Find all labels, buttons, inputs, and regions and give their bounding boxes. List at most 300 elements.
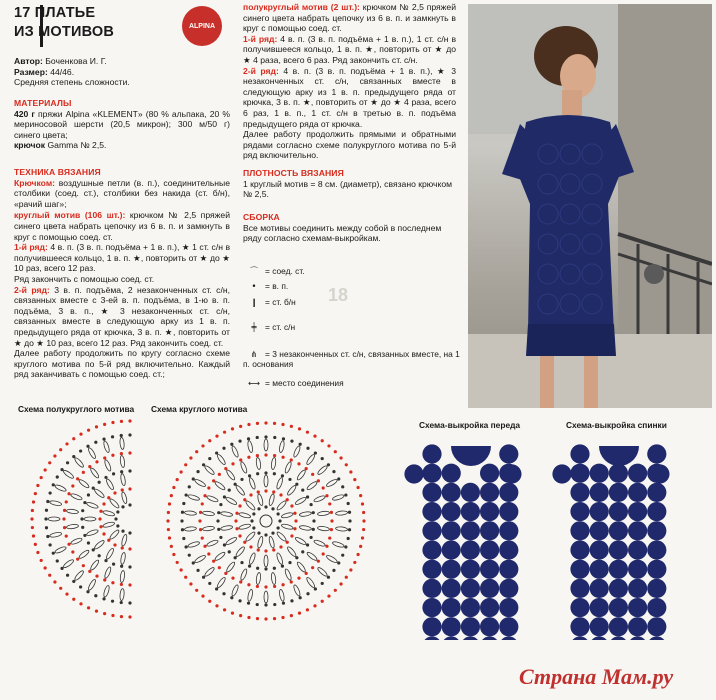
- ring4-stitch: [218, 566, 221, 569]
- ring2-stitch: [293, 527, 296, 530]
- pattern-motif: [442, 636, 461, 640]
- pattern-motif: [442, 540, 461, 559]
- ring6-stitch: [172, 553, 175, 556]
- ring6-stitch: [362, 511, 365, 514]
- ring4-stitch: [239, 580, 242, 583]
- pattern-motif: [609, 598, 628, 617]
- ring5-stitch: [337, 477, 340, 480]
- half-stitch: [31, 509, 34, 512]
- ring6-stitch: [353, 561, 356, 564]
- ring6-stitch: [327, 594, 330, 597]
- cluster-stitch: [202, 526, 214, 532]
- half-stitch: [72, 580, 75, 583]
- ring3-stitch: [301, 550, 304, 553]
- half-stitch: [113, 491, 116, 494]
- ring3-stitch: [281, 474, 284, 477]
- pattern-motif: [609, 636, 628, 640]
- half-cluster-stitch: [93, 539, 105, 550]
- pattern-motif: [628, 598, 647, 617]
- half-stitch: [56, 475, 59, 478]
- half-stitch: [34, 492, 37, 495]
- ring4-stitch: [203, 545, 206, 548]
- ring1-stitch: [277, 512, 280, 515]
- pattern-motif: [461, 521, 480, 540]
- ring3-stitch: [234, 556, 237, 559]
- pattern-motif: [570, 617, 589, 636]
- half-stitch: [81, 509, 84, 512]
- ring2-stitch: [293, 512, 296, 515]
- cluster-stitch: [335, 510, 347, 515]
- sleeve-motif: [552, 464, 571, 483]
- pattern-motif: [590, 636, 609, 640]
- half-stitch: [128, 531, 131, 534]
- half-cluster-stitch: [121, 534, 128, 547]
- half-stitch: [121, 488, 124, 491]
- ring4-stitch: [247, 456, 250, 459]
- ring6-stitch: [201, 444, 204, 447]
- half-cluster-stitch: [66, 524, 78, 530]
- half-cluster-stitch: [104, 566, 112, 579]
- cluster-stitch: [240, 461, 248, 474]
- half-stitch: [111, 421, 114, 424]
- half-cluster-stitch: [86, 501, 99, 509]
- ring6-stitch: [361, 536, 364, 539]
- pattern-motif: [590, 617, 609, 636]
- ring6-stitch: [362, 528, 365, 531]
- pattern-motif: [422, 636, 441, 640]
- ring6-stitch: [349, 568, 352, 571]
- ring5-stitch: [327, 463, 330, 466]
- pattern-motif: [647, 560, 666, 579]
- half-stitch: [79, 602, 82, 605]
- half-stitch: [71, 550, 74, 553]
- ring5-stitch: [256, 436, 259, 439]
- ring5-stitch: [238, 599, 241, 602]
- ring6-stitch: [321, 600, 324, 603]
- ring1-stitch: [252, 512, 255, 515]
- half-stitch: [60, 567, 63, 570]
- cluster-stitch: [276, 552, 284, 565]
- ring5-stitch: [181, 528, 184, 531]
- pattern-motif: [628, 560, 647, 579]
- half-stitch: [65, 592, 68, 595]
- cluster-stitch: [187, 494, 200, 502]
- ring5-stitch: [306, 447, 309, 450]
- cluster-stitch: [317, 566, 329, 577]
- ring4-stitch: [305, 467, 308, 470]
- ring5-stitch: [348, 519, 351, 522]
- cluster-stitch: [279, 589, 285, 602]
- pattern-motif: [628, 617, 647, 636]
- ring3-stitch: [312, 528, 315, 531]
- cluster-stitch: [231, 445, 240, 458]
- pattern-motif: [442, 617, 461, 636]
- legend-chain: • = в. п.: [243, 281, 288, 291]
- cluster-stitch: [294, 536, 306, 545]
- cluster-stitch: [299, 511, 312, 517]
- front-pattern-title: Схема-выкройка переда: [419, 420, 521, 430]
- ring2-stitch: [249, 493, 252, 496]
- half-stitch: [66, 461, 69, 464]
- pattern-motif: [480, 598, 499, 617]
- ring4-stitch: [224, 467, 227, 470]
- cluster-stitch: [245, 531, 256, 542]
- half-stitch: [92, 548, 95, 551]
- half-stitch: [128, 601, 131, 604]
- cluster-stitch: [276, 531, 287, 542]
- ring6-stitch: [223, 431, 226, 434]
- cluster-stitch: [240, 568, 248, 581]
- ring5-stitch: [314, 451, 317, 454]
- pattern-motif: [647, 540, 666, 559]
- half-stitch: [128, 433, 131, 436]
- ring6-stitch: [313, 435, 316, 438]
- ring6-stitch: [184, 576, 187, 579]
- ring5-stitch: [273, 603, 276, 606]
- ring6-stitch: [195, 450, 198, 453]
- half-cluster-stitch: [84, 517, 96, 521]
- pattern-motif: [609, 502, 628, 521]
- cluster-stitch: [281, 512, 294, 519]
- half-stitch: [44, 468, 47, 471]
- half-cluster-stitch: [86, 529, 99, 537]
- half-stitch: [76, 558, 79, 561]
- half-stitch: [52, 483, 55, 486]
- ring6-stitch: [247, 423, 250, 426]
- pattern-motif: [442, 521, 461, 540]
- ring4-stitch: [198, 519, 201, 522]
- ring4-stitch: [231, 462, 234, 465]
- half-stitch: [128, 487, 131, 490]
- pattern-motif: [647, 444, 666, 463]
- double-crochet-icon: ╪: [251, 322, 257, 332]
- half-stitch: [94, 594, 97, 597]
- half-cluster-stitch: [49, 532, 62, 538]
- cluster-stitch: [225, 469, 235, 481]
- half-stitch: [36, 551, 39, 554]
- legend-cluster: ⋔ = 3 незаконченных ст. с/н, связанных вместе, на 1 п. основания: [243, 349, 460, 369]
- half-stitch: [79, 433, 82, 436]
- half-stitch: [87, 541, 90, 544]
- pattern-motif: [422, 483, 441, 502]
- half-cluster-stitch: [54, 546, 67, 555]
- ring5-stitch: [196, 569, 199, 572]
- ring6-stitch: [208, 600, 211, 603]
- half-cluster-stitch: [105, 547, 114, 559]
- half-cluster-stitch: [93, 488, 105, 499]
- ring6-stitch: [168, 536, 171, 539]
- pattern-motif: [647, 598, 666, 617]
- join-arrow-icon: ⟷: [247, 378, 260, 388]
- ring4-stitch: [201, 502, 204, 505]
- ring2-stitch: [286, 541, 289, 544]
- pattern-motif: [570, 444, 589, 463]
- half-stitch: [120, 420, 123, 423]
- ring5-stitch: [188, 554, 191, 557]
- half-stitch: [116, 510, 119, 513]
- materials-block: МАТЕРИАЛЫ 420 г пряжи Alpina «KLEMENT» (80 % альпака, 20 % мериносовой шерсти (20,5 микрон); 300 м/50 г) синего цвета; крючок Gamma № 2,5.: [14, 98, 230, 151]
- cluster-stitch: [281, 523, 294, 530]
- ring4-stitch: [322, 486, 325, 489]
- pattern-motif: [628, 521, 647, 540]
- half-stitch: [67, 492, 70, 495]
- cluster-stitch: [326, 478, 338, 487]
- cluster-stitch: [257, 493, 264, 506]
- half-stitch: [40, 559, 43, 562]
- ring6-stitch: [215, 604, 218, 607]
- ring6-stitch: [356, 486, 359, 489]
- ring5-stitch: [208, 457, 211, 460]
- sleeve-motif: [404, 464, 423, 483]
- pattern-motif: [628, 483, 647, 502]
- ring6-stitch: [180, 470, 183, 473]
- half-stitch: [121, 530, 124, 533]
- ring5-stitch: [230, 443, 233, 446]
- ring3-stitch: [295, 556, 298, 559]
- pattern-motif: [461, 483, 480, 502]
- cluster-stitch: [317, 465, 329, 476]
- ring5-stitch: [314, 587, 317, 590]
- cluster-stitch: [238, 512, 251, 519]
- ring3-stitch: [288, 561, 291, 564]
- cluster-stitch: [248, 552, 256, 565]
- half-stitch: [102, 438, 105, 441]
- pattern-motif: [422, 598, 441, 617]
- ring5-stitch: [282, 602, 285, 605]
- pattern-motif: [480, 521, 499, 540]
- half-stitch: [99, 510, 102, 513]
- ring6-stitch: [167, 511, 170, 514]
- half-stitch: [95, 425, 98, 428]
- ring5-stitch: [202, 463, 205, 466]
- ring6-stitch: [298, 427, 301, 430]
- ring6-stitch: [361, 502, 364, 505]
- ring3-stitch: [306, 495, 309, 498]
- ring5-stitch: [299, 443, 302, 446]
- pattern-motif: [499, 636, 518, 640]
- technique-block: ТЕХНИКА ВЯЗАНИЯ Крючком: воздушные петли (в. п.), соединительные столбики (соед. ст.), столбики без накида (ст. б/н), «рачий шаг»; круглый мотив (106 шт.): крючком № 2,5 пряжей синего цвета набрать цепочку из 6 в. п. и замкнуть в круг с помощью соед. ст. 1-й ряд: 4 в. п. (3 в. п. подъёма + 1 в. п.), ★ 1 ст. с/н в получившееся кольцо, 1 в. п. ★, повторить от ★ до ★ 10 раз, всего 12 раз. Ряд закончить с помощью соед. ст. 2-й ряд: 3 в. п. подъёма, 2 незаконченных ст. с/н, связанных вместе с 3-ей в. п. подъёма, в 1-ю в. п. подъёма, 3 в. п., ★ 3 незаконченных ст. с/н, связанных вместе в следующую арку из 1 в. п. предыдущего ряда от крючка, 3 в. п. ★, повторить от ★ до ★ 10 раз, всего 12 раз. Ряд закончить соед. ст. Далее работу продолжить по кругу согласно схеме круглого мотива по 5-й ряд включительно. Каждый ряд заканчивать с помощью соед. ст.;: [14, 167, 231, 380]
- half-stitch: [92, 487, 95, 490]
- pattern-motif: [609, 617, 628, 636]
- pattern-motif: [570, 502, 589, 521]
- half-stitch: [83, 501, 86, 504]
- half-stitch: [63, 509, 66, 512]
- half-cluster-stitch: [104, 459, 112, 472]
- half-stitch: [103, 423, 106, 426]
- cluster-stitch: [279, 440, 285, 453]
- pattern-motif: [461, 579, 480, 598]
- pattern-motif: [442, 579, 461, 598]
- cluster-stitch: [231, 584, 240, 597]
- half-stitch: [40, 476, 43, 479]
- half-cluster-stitch: [105, 478, 114, 490]
- half-cluster-stitch: [49, 500, 62, 506]
- ring5-stitch: [299, 596, 302, 599]
- ring5-stitch: [202, 576, 205, 579]
- half-stitch: [102, 532, 105, 535]
- ring3-stitch: [240, 561, 243, 564]
- pattern-motif: [590, 579, 609, 598]
- front-pattern-diagram: [392, 428, 548, 640]
- half-stitch: [120, 470, 123, 473]
- half-stitch: [34, 543, 37, 546]
- half-stitch: [32, 534, 35, 537]
- ring5-stitch: [306, 592, 309, 595]
- half-stitch: [121, 505, 124, 508]
- ring2-stitch: [235, 527, 238, 530]
- site-watermark: Страна Мам.ру: [519, 664, 674, 689]
- pattern-motif: [442, 464, 461, 483]
- half-stitch: [128, 615, 131, 618]
- half-cluster-stitch: [62, 469, 74, 479]
- cluster-stitch: [225, 561, 235, 573]
- ring2-stitch: [235, 512, 238, 515]
- ring5-stitch: [327, 576, 330, 579]
- pattern-motif: [628, 636, 647, 640]
- half-stitch: [80, 517, 83, 520]
- page-number: 18: [328, 285, 349, 305]
- pattern-motif: [570, 636, 589, 640]
- ring2-stitch: [279, 493, 282, 496]
- half-stitch: [88, 465, 91, 468]
- half-stitch: [95, 460, 98, 463]
- pattern-motif: [499, 444, 518, 463]
- ring4-stitch: [305, 572, 308, 575]
- ring5-stitch: [347, 502, 350, 505]
- half-stitch: [120, 583, 123, 586]
- pattern-motif: [609, 560, 628, 579]
- half-stitch: [111, 614, 114, 617]
- half-cluster-stitch: [103, 585, 111, 598]
- half-stitch: [44, 566, 47, 569]
- cluster-stitch: [276, 477, 284, 490]
- ring5-stitch: [321, 457, 324, 460]
- cluster-stitch: [264, 475, 268, 487]
- half-stitch: [120, 565, 123, 568]
- pattern-motif: [609, 464, 628, 483]
- ring5-stitch: [321, 582, 324, 585]
- ring2-stitch: [290, 504, 293, 507]
- half-stitch: [65, 442, 68, 445]
- cluster-stitch: [248, 477, 256, 490]
- cluster-stitch: [235, 484, 246, 496]
- half-cluster-stitch: [74, 570, 85, 582]
- ring6-stitch: [170, 545, 173, 548]
- legend-sc: ❙ = ст. б/н: [243, 297, 296, 307]
- pattern-motif: [570, 540, 589, 559]
- back-pattern-title: Схема-выкройка спинки: [566, 420, 667, 430]
- ring6-stitch: [334, 450, 337, 453]
- cluster-stitch: [276, 500, 287, 511]
- ring6-stitch: [345, 463, 348, 466]
- pattern-motif: [442, 483, 461, 502]
- pattern-motif: [499, 617, 518, 636]
- ring2-stitch: [243, 498, 246, 501]
- ring3-stitch: [264, 471, 267, 474]
- ring4-stitch: [297, 462, 300, 465]
- ring5-stitch: [247, 437, 250, 440]
- ring6-stitch: [273, 617, 276, 620]
- assembly-block: СБОРКА Все мотивы соединить между собой в последнем ряду согласно схемам-выкройкам.: [243, 212, 442, 244]
- cluster-stitch: [317, 526, 329, 532]
- cluster-stitch: [257, 536, 264, 549]
- pattern-motif: [590, 502, 609, 521]
- cluster-stitch: [204, 566, 216, 577]
- pattern-motif: [422, 521, 441, 540]
- half-stitch: [102, 502, 105, 505]
- ring4-stitch: [273, 585, 276, 588]
- half-stitch: [87, 493, 90, 496]
- ring4-stitch: [264, 453, 267, 456]
- pattern-motif: [480, 636, 499, 640]
- half-stitch: [87, 606, 90, 609]
- pattern-motif: [570, 521, 589, 540]
- ring4-stitch: [199, 528, 202, 531]
- pattern-motif: [647, 636, 666, 640]
- half-stitch: [112, 563, 115, 566]
- ring6-stitch: [176, 478, 179, 481]
- neck-half-motif: [451, 446, 491, 466]
- ring3-stitch: [310, 536, 313, 539]
- pattern-motif: [609, 521, 628, 540]
- half-cluster-stitch: [89, 467, 99, 479]
- legend-slip: ⌒ = соед. ст.: [243, 266, 305, 276]
- half-motif-block: полукруглый мотив (2 шт.): крючком № 2,5 пряжей синего цвета набрать цепочку из 6 в. п. и замкнуть в круг с помощью соед. ст. 1-й ряд: 4 в. п. (3 в. п. подъёма + 1 в. п.), 1 ст. с/н в получившееся кольцо, 1 в. п. ★, повторить от ★ до ★ 4 раза, всего 6 раз. Ряд закончить ст. с/н. 2-й ряд: 4 в. п. (3 в. п. подъёма + 1 в. п.), ★ 3 незаконченных ст. с/н, связанных вместе в следующую арку из 1 в. п. предыдущего ряда от крючка, 3 в. п. ★, повторить от ★ до ★ 4 раза, всего 6 раз, 1 в. п., 1 ст. с/н в третью в. п. подъёма предыдущего ряда от крючка. Далее работу продолжить прямыми и обратными рядами согласно схеме полукруглого мотива по 5-й ряд включительно.: [243, 2, 457, 161]
- half-stitch: [46, 535, 49, 538]
- half-stitch: [111, 581, 114, 584]
- cluster-stitch: [184, 510, 196, 515]
- cluster-stitch: [214, 551, 226, 561]
- cluster-stitch: [204, 465, 216, 476]
- ring3-stitch: [256, 567, 259, 570]
- half-stitch: [114, 517, 117, 520]
- cluster-stitch: [293, 584, 302, 597]
- cluster-stitch: [256, 572, 262, 584]
- pattern-motif: [442, 560, 461, 579]
- cluster-stitch: [271, 572, 277, 584]
- half-stitch: [48, 461, 51, 464]
- ring2-stitch: [234, 519, 237, 522]
- model-photo: [468, 4, 712, 408]
- pattern-motif: [480, 502, 499, 521]
- ring5-stitch: [256, 603, 259, 606]
- ring5-stitch: [344, 493, 347, 496]
- ring4-stitch: [212, 560, 215, 563]
- ring3-stitch: [217, 511, 220, 514]
- ring4-stitch: [328, 502, 331, 505]
- pattern-motif: [590, 560, 609, 579]
- ring6-stitch: [195, 589, 198, 592]
- cluster-stitch: [296, 469, 306, 481]
- ring5-stitch: [290, 440, 293, 443]
- half-stitch: [103, 612, 106, 615]
- cluster-stitch: [296, 561, 306, 573]
- pattern-motif: [422, 502, 441, 521]
- brand-logo: ALPINA: [182, 6, 222, 46]
- cluster-stitch: [184, 526, 196, 531]
- ring4-stitch: [328, 536, 331, 539]
- ring4-stitch: [322, 552, 325, 555]
- ring5-stitch: [222, 592, 225, 595]
- ring4-stitch: [231, 577, 234, 580]
- sleeve-motif: [650, 464, 669, 483]
- ring5-stitch: [192, 561, 195, 564]
- pattern-motif: [422, 579, 441, 598]
- ring6-stitch: [281, 423, 284, 426]
- pattern-motif: [499, 521, 518, 540]
- ring6-stitch: [264, 617, 267, 620]
- ring4-stitch: [330, 528, 333, 531]
